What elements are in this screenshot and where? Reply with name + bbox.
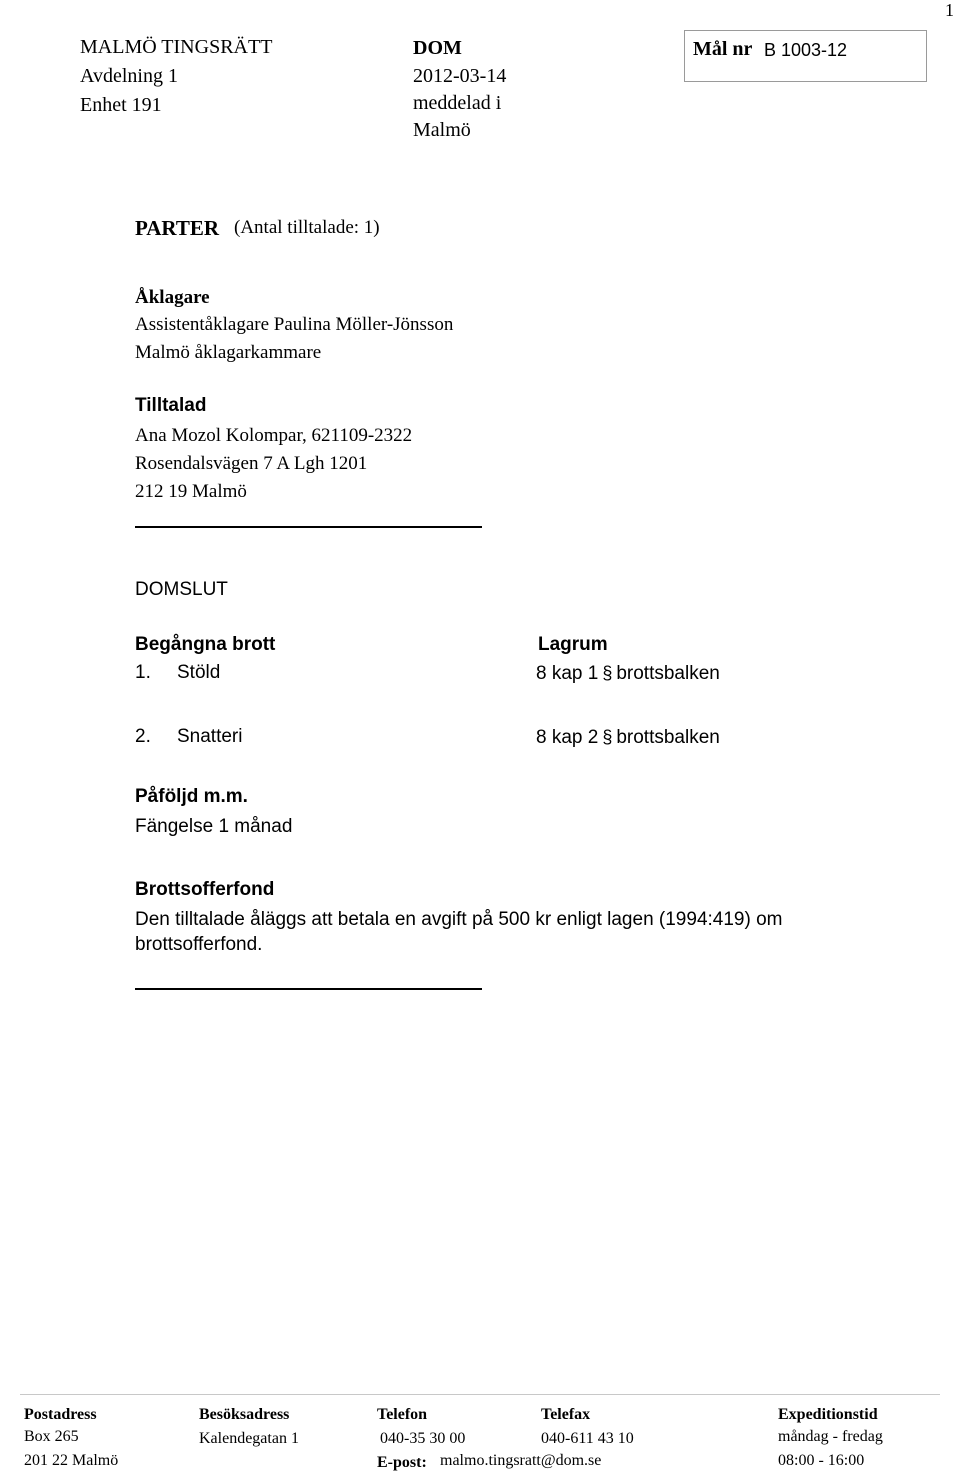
announced-label: meddelad i [413, 92, 502, 114]
postal-heading: Postadress [24, 1406, 97, 1423]
prosecutor-name: Assistentåklagare Paulina Möller-Jönsson [135, 314, 454, 335]
email-label: E-post: [377, 1454, 427, 1471]
section-sign: § [602, 663, 613, 683]
hours-heading: Expeditionstid [778, 1406, 878, 1423]
defendant-heading: Tilltalad [135, 395, 207, 416]
defendant-street: Rosendalsvägen 7 A Lgh 1201 [135, 453, 368, 474]
footer-divider [20, 1394, 940, 1395]
verdict-heading: DOMSLUT [135, 579, 228, 600]
law-code: brottsbalken [616, 727, 720, 748]
prosecutor-heading: Åklagare [135, 287, 210, 308]
fax-heading: Telefax [541, 1406, 591, 1423]
sanction-text: Fängelse 1 månad [135, 816, 293, 837]
crime-number: 1. [135, 662, 151, 683]
crime-name: Stöld [177, 662, 221, 683]
defendant-count: (Antal tilltalade: 1) [234, 217, 380, 238]
postal-line: Box 265 [24, 1428, 79, 1445]
law-reference [536, 659, 720, 688]
phone-heading: Telefon [377, 1406, 428, 1423]
end-rule [135, 988, 482, 990]
announced-place: Malmö [413, 119, 471, 141]
visit-heading: Besöksadress [199, 1406, 290, 1423]
court-name: MALMÖ TINGSRÄTT [80, 36, 273, 58]
postal-line: 201 22 Malmö [24, 1452, 119, 1469]
document-type: DOM [413, 37, 462, 59]
section-sign: § [602, 727, 613, 747]
hours-time: 08:00 - 16:00 [778, 1452, 865, 1469]
case-number-label: Mål nr [693, 38, 753, 60]
unit: Enhet 191 [80, 94, 162, 116]
law-reference [536, 723, 720, 752]
page-number: 1 [945, 0, 954, 20]
crimes-heading: Begångna brott [135, 634, 276, 655]
case-number-box [684, 30, 927, 82]
crime-number: 2. [135, 726, 151, 747]
email-link[interactable]: malmo.tingsratt@dom.se [440, 1452, 602, 1469]
visit-address: Kalendegatan 1 [199, 1430, 299, 1447]
parties-heading: PARTER [135, 216, 220, 240]
law-chapter: 8 kap 2 [536, 727, 599, 748]
document-date: 2012-03-14 [413, 65, 507, 87]
prosecutor-office: Malmö åklagarkammare [135, 342, 322, 363]
fund-heading: Brottsofferfond [135, 879, 275, 900]
hours-days: måndag - fredag [778, 1428, 883, 1445]
law-code: brottsbalken [616, 663, 720, 684]
law-heading: Lagrum [538, 634, 608, 655]
law-chapter: 8 kap 1 [536, 663, 599, 684]
division: Avdelning 1 [80, 65, 178, 87]
defendant-city: 212 19 Malmö [135, 481, 247, 502]
phone-number: 040-35 30 00 [380, 1430, 466, 1447]
case-number: B 1003-12 [764, 40, 848, 60]
separator-rule [135, 526, 482, 528]
crime-name: Snatteri [177, 726, 243, 747]
defendant-name: Ana Mozol Kolompar, 621109-2322 [135, 425, 413, 446]
fund-text-line: brottsofferfond. [135, 934, 263, 955]
sanction-heading: Påföljd m.m. [135, 786, 248, 807]
fund-text-line: Den tilltalade åläggs att betala en avgift på 500 kr enligt lagen (1994:419) om [135, 909, 783, 930]
fax-number: 040-611 43 10 [541, 1430, 634, 1447]
